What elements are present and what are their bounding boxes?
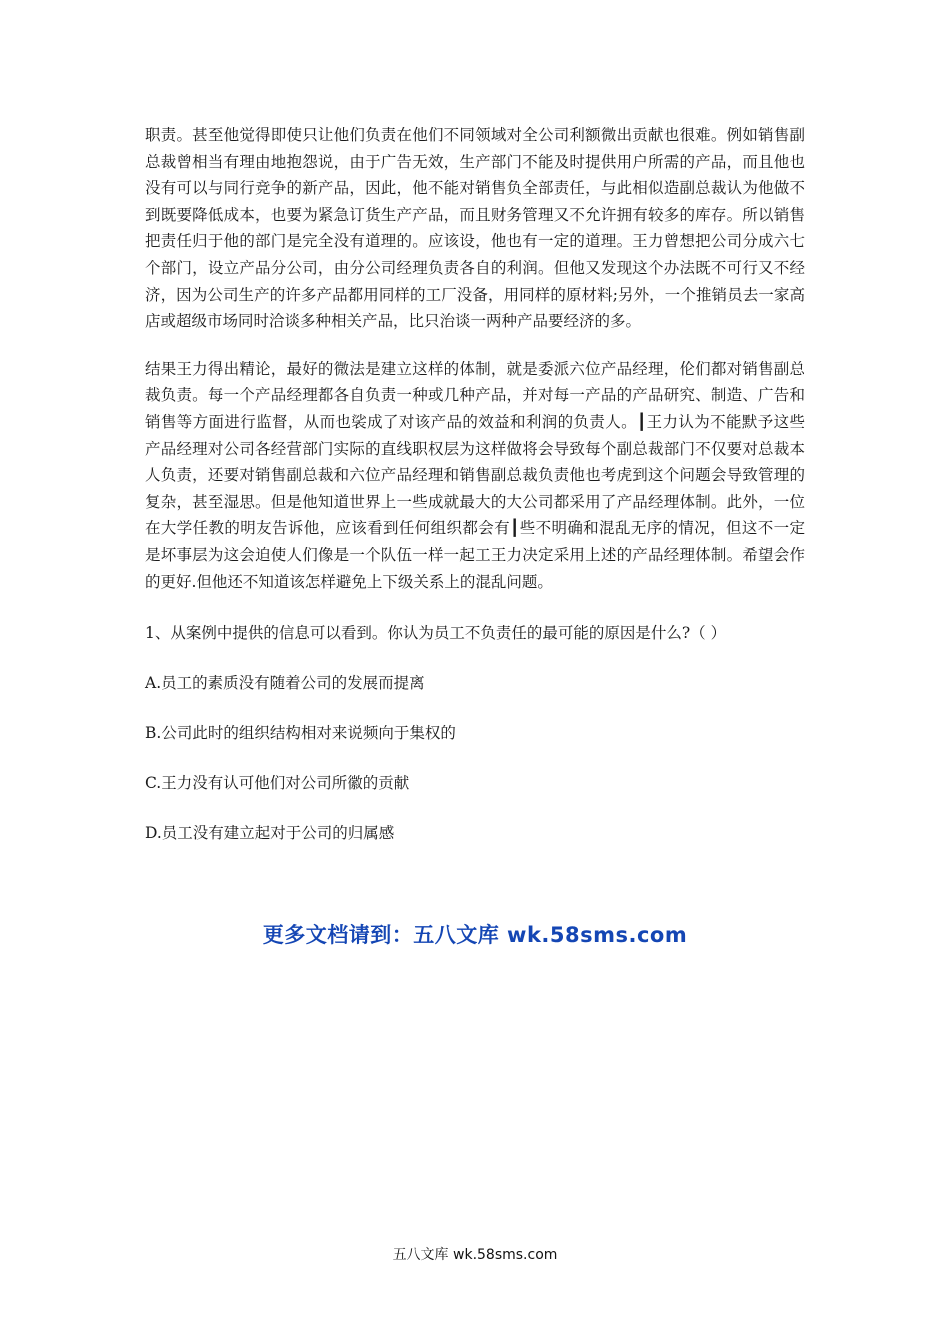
question-text: 1、从案例中提供的信息可以看到。你认为员工不负责任的最可能的原因是什么?（ ） [145,624,727,643]
paragraph-2: 结果王力得出精论，最好的微法是建立这样的体制，就是委派六位产品经理，伦们都对销售副总裁负责。每一个产品经理都各自负责一种或几种产品，并对每一产品的产品研究、制造、广告和销售等方面进行监督，从而也裟成了对该产品的效益和利润的负责人。┃王力认为不能默予这些产品经理对公司各经营部门实际的直线职权层为这样做将会导致每个副总裁部门不仅要对总裁本人负责，还要对销售副总裁和六位产品经理和销售副总裁负责他也考虎到这个问题会导致管理的复杂，甚至湿思。但是他知道世界上一些成就最大的大公司都采用了产品经理体制。此外，一位在大学任教的明友告诉他，应该看到任何组织都会有┃些不明确和混乱无序的情况，但这不一定是坏事层为这会迫使人们像是一个队伍一样一起工王力决定采用上述的产品经理体制。希望会作的更好.但他还不知道该怎样避免上下级关系上的混乱问题。 [145,359,805,591]
option-b: B.公司此时的组织结构相对来说频向于集权的 [145,724,456,743]
option-a: A.员工的素质没有随着公司的发展而提离 [145,674,425,693]
option-d: D.员工没有建立起对于公司的归属感 [145,824,395,843]
paragraph-1: 职责。甚至他觉得即使只让他们负责在他们不同领域对全公司利额微出贡献也很难。例如销售副总裁曾相当有理由地抱怨说，由于广告无效，生产部门不能及时提供用户所需的产品，而且他也没有可以与同行竞争的新产品，因此，他不能对销售负全部责任，与此相似造副总裁认为他做不到既要降低成本，也要为紧急订货生产产品，而且财务管理又不允许拥有较多的库存。所以销售把责任归于他的部门是完全没有道理的。应该设，他也有一定的道理。王力曾想把公司分成六七个部门，设立产品分公司，由分公司经理负责各自的利润。但他又发现这个办法既不可行又不经济，因为公司生产的许多产品都用同样的工厂没备，用同样的原材料;另外，一个推销员去一家高店或超级市场同时洽谈多种相关产品，比只治谈一两种产品要经济的多。 [145,126,805,331]
option-c: C.王力没有认可他们对公司所徽的贡献 [145,774,410,793]
document-body [145,122,805,845]
promo-link[interactable]: 更多文档请到：五八文库 wk.58sms.com [262,923,688,947]
page-footer: 五八文库 wk.58sms.com [392,1247,558,1263]
